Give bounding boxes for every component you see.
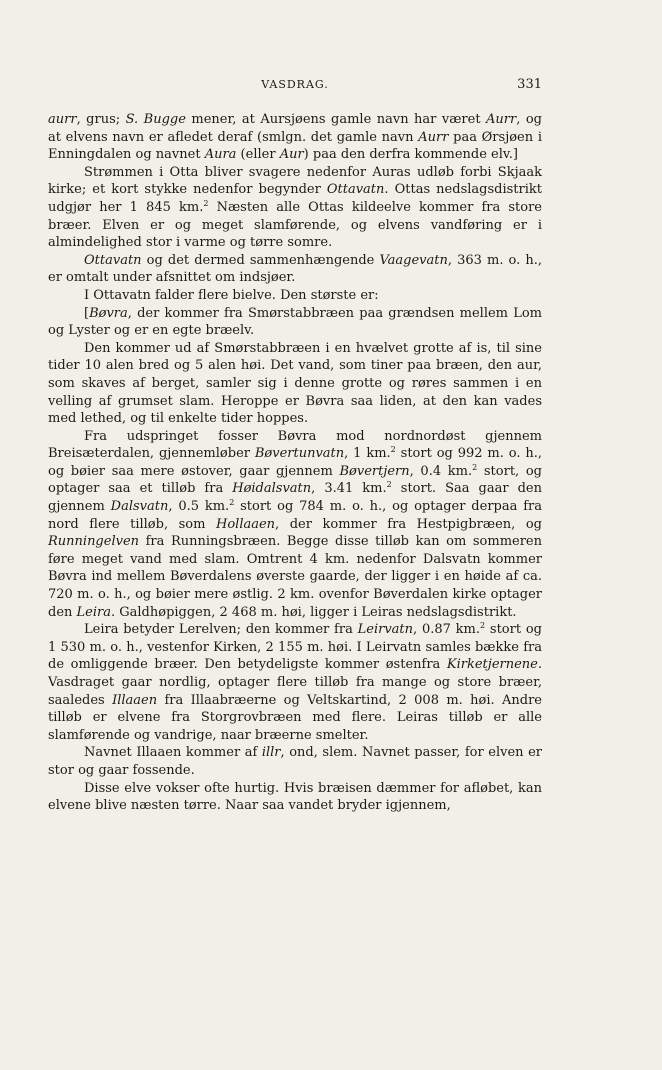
italic-term: Leira [76, 604, 111, 620]
italic-term: Kirketjernene [446, 657, 538, 673]
italic-term: aurr [48, 112, 77, 127]
superscript: 2 [203, 198, 209, 208]
paragraph-6: Den kommer ud af Smørstabbræen i en hvælvet grotte af is, til sine tider 10 alen bred og 5 alen høi. Det vand, som tiner paa bræen, den aur, som skaves af berget, samler sig i denne grotte og røres sammen i en velling af grumset slam. Heroppe er Bøvra saa liden, at den kan vades med lethed, og til enkelte tider hoppes. [48, 340, 542, 427]
italic-term: illr [261, 745, 281, 761]
paragraph-1: aurr, grus; S. Bugge mener, at Aursjøens gamle navn har været Aurr, og at elvens navn er afledet deraf (smlgn. det gamle navn Aurr paa Ørsjøen i Enningdalen og navnet Aura (eller Aur) paa den derfra kommende elv.] [48, 112, 543, 163]
italic-term: Ottavatn [84, 252, 142, 268]
paragraph-9: Navnet Illaaen kommer af illr, ond, slem. Navnet passer, for elven er stor og gaar fossende. [48, 745, 542, 778]
paragraph-7: Fra udspringet fosser Bøvra mod nordnordøst gjennem Breisæterdalen, gjennemløber Bøvertunvatn, 1 km.$^2$ stort og 992 m. o. h., og bøier saa mere østover, gaar gjennem Bøvertjern, 0.4 km.$^2$ stort, og optager saa et tilløb fra Høidalsvatn, 3.41 km.$^2$ stort. Saa gaar den gjennem Dalsvatn, 0.5 km.$^2$ stort og 784 m. o. h., og optager derpaa fra nord flere tilløb, som Hollaaen, der kommer fra Hestpigbræen, og Runningelven fra Runningsbræen. Begge disse tilløb kan om sommeren føre meget vand med slam. Omtrent 4 km. nedenfor Dalsvatn kommer Bøvra ind mellem Bøverdalens øverste gaarde, der ligger i en høide af ca. 720 m. o. h., og bøier mere østlig. 2 km. ovenfor Bøverdalen kirke optager den Leira. Galdhøpiggen, 2 468 m. høi, ligger i Leiras nedslagsdistrikt. [48, 428, 542, 620]
italic-term: Dalsvatn [110, 499, 169, 515]
italic-term: Bøvertjern [339, 463, 410, 479]
italic-term: Hollaaen [216, 516, 276, 532]
italic-term: Aura [204, 147, 237, 163]
superscript: 2 [472, 462, 478, 472]
page-number: 331 [517, 77, 542, 92]
italic-term: Bøvertunvatn [254, 446, 345, 462]
italic-term: Runningelven [48, 534, 140, 550]
italic-term: Illaaen [112, 692, 158, 708]
superscript: 2 [229, 498, 235, 508]
italic-term: Aurr [418, 129, 449, 145]
running-head [48, 78, 542, 94]
paragraph-10: Disse elve vokser ofte hurtig. Hvis bræisen dæmmer for afløbet, kan elvene blive næsten tørre. Naar saa vandet bryder igjennem, [48, 780, 542, 814]
italic-term: S. Bugge [125, 112, 186, 127]
italic-term: Leirvatn [357, 622, 414, 638]
superscript: 2 [480, 621, 486, 631]
italic-term: Høidalsvatn [232, 481, 312, 497]
italic-term: Bøvra [89, 305, 128, 321]
italic-term: Aurr [486, 112, 517, 127]
italic-term: Vaagevatn [379, 252, 448, 268]
superscript: 2 [386, 480, 392, 490]
body-text [48, 111, 542, 815]
italic-term: Ottavatn [326, 182, 385, 198]
paragraph-4: I Ottavatn falder flere bielve. Den største er: [84, 287, 379, 303]
paragraph-2: Strømmen i Otta bliver svagere nedenfor Auras udløb forbi Skjaak kirke; et kort stykke nedenfor begynder Ottavatn. Ottas nedslagsdistrikt udgjør her 1 845 km.$^2$ Næsten alle Ottas kildeelve kommer fra store bræer. Elven er og meget slamførende, og elvens vandføring er i almindelighed stor i varme og tørre somre. [48, 164, 542, 251]
paragraph-5: [Bøvra, der kommer fra Smørstabbræen paa grændsen mellem Lom og Lyster og er en egte bræelv. [48, 305, 542, 339]
superscript: 2 [390, 445, 396, 455]
paragraph-3: Ottavatn og det dermed sammenhængende Vaagevatn, 363 m. o. h., er omtalt under afsnittet om indsjøer. [48, 252, 542, 286]
italic-term: Aur [279, 147, 304, 163]
paragraph-8: Leira betyder Lerelven; den kommer fra Leirvatn, 0.87 km.$^2$ stort og 1 530 m. o. h., vestenfor Kirken, 2 155 m. høi. I Leirvatn samles bække fra de omliggende bræer. Den betydeligste kommer østenfra Kirketjernene. Vasdraget gaar nordlig, optager flere tilløb fra mange og store bræer, saaledes Illaaen fra Illaabræerne og Veltskartind, 2 008 m. høi. Andre tilløb er elvene fra Storgrovbræen med flere. Leiras tilløb er alle slamførende og vandrige, naar bræerne smelter. [48, 621, 543, 743]
running-title: VASDRAG. [261, 78, 329, 91]
